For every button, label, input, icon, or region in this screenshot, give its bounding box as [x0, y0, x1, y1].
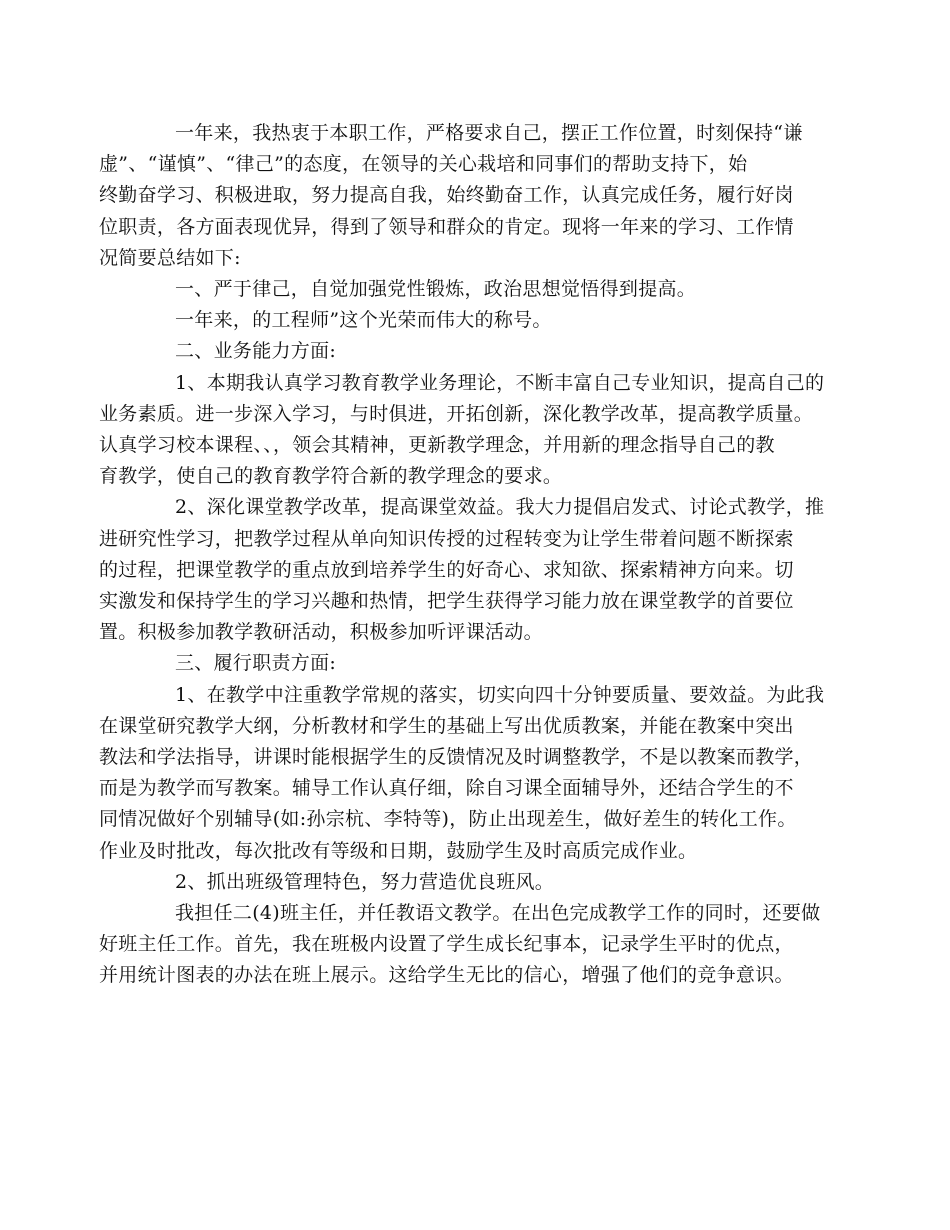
- paragraph: [137, 305, 827, 336]
- text-line: 况简要总结如下:: [99, 246, 241, 269]
- text-line: 二、业务能力方面:: [175, 340, 337, 363]
- paragraph: [137, 867, 827, 898]
- paragraph: [137, 648, 827, 679]
- text-line: 同情况做好个别辅导(如:孙宗杭、李特等)，防止出现差生，做好差生的转化工作。: [99, 808, 797, 831]
- paragraph: [99, 118, 827, 274]
- text-line: 我担任二(4)班主任，并任教语文教学。在出色完成教学工作的同时，还要做: [175, 902, 821, 925]
- text-line: 教法和学法指导，讲课时能根据学生的反馈情况及时调整教学，不是以教案而教学，: [99, 746, 814, 769]
- text-line: 作业及时批改，每次批改有等级和日期，鼓励学生及时高质完成作业。: [99, 839, 698, 862]
- text-line: 在课堂研究教学大纲，分析教材和学生的基础上写出优质教案，并能在教案中突出: [99, 714, 794, 737]
- text-line: 三、履行职责方面:: [175, 652, 337, 675]
- text-line: 1、本期我认真学习教育教学业务理论，不断丰富自己专业知识，提高自己的: [175, 371, 825, 394]
- text-line: 虚”、“谨慎”、“律己”的态度，在领导的关心栽培和同事们的帮助支持下，始: [99, 153, 748, 176]
- text-line: 育教学，使自己的教育教学符合新的教学理念的要求。: [99, 465, 563, 488]
- text-line: 位职责，各方面表现优异，得到了领导和群众的肯定。现将一年来的学习、工作情: [99, 215, 794, 238]
- paragraph: [99, 898, 827, 992]
- paragraph: [99, 680, 827, 867]
- text-line: 2、抓出班级管理特色，努力营造优良班风。: [175, 870, 555, 893]
- text-line: 进研究性学习，把教学过程从单向知识传授的过程转变为让学生带着问题不断探索: [99, 527, 794, 550]
- paragraph: [137, 274, 827, 305]
- text-line: 实激发和保持学生的学习兴趣和热情，把学生获得学习能力放在课堂教学的首要位: [99, 590, 794, 613]
- text-line: 一、严于律己，自觉加强党性锻炼，政治思想觉悟得到提高。: [175, 278, 697, 301]
- text-line: 一年来，的工程师”这个光荣而伟大的称号。: [175, 309, 552, 332]
- text-line: 1、在教学中注重教学常规的落实，切实向四十分钟要质量、要效益。为此我: [175, 683, 825, 706]
- text-line: 一年来，我热衷于本职工作，严格要求自己，摆正工作位置，时刻保持“谦: [175, 122, 803, 144]
- text-line: 好班主任工作。首先，我在班极内设置了学生成长纪事本，记录学生平时的优点，: [99, 933, 794, 956]
- text-line: 的过程，把课堂教学的重点放到培养学生的好奇心、求知欲、探索精神方向来。切: [99, 558, 794, 581]
- paragraph: [99, 492, 827, 648]
- document-body: [99, 118, 827, 992]
- text-line: 2、深化课堂教学改革，提高课堂效益。我大力提倡启发式、讨论式教学，推: [175, 496, 825, 519]
- text-line: 终勤奋学习、积极进取，努力提高自我，始终勤奋工作，认真完成任务，履行好岗: [99, 184, 794, 207]
- text-line: 认真学习校本课程、、，领会其精神，更新教学理念，并用新的理念指导自己的教: [99, 434, 775, 457]
- text-line: 置。积极参加教学教研活动，积极参加听评课活动。: [99, 621, 543, 644]
- paragraph: [99, 368, 827, 493]
- paragraph: [137, 336, 827, 367]
- text-line: 业务素质。进一步深入学习，与时俱进，开拓创新，深化教学改革，提高教学质量。: [99, 402, 814, 425]
- text-line: 而是为教学而写教案。辅导工作认真仔细，除自习课全面辅导外，还结合学生的不: [99, 777, 794, 800]
- text-line: 并用统计图表的办法在班上展示。这给学生无比的信心，增强了他们的竞争意识。: [99, 964, 794, 987]
